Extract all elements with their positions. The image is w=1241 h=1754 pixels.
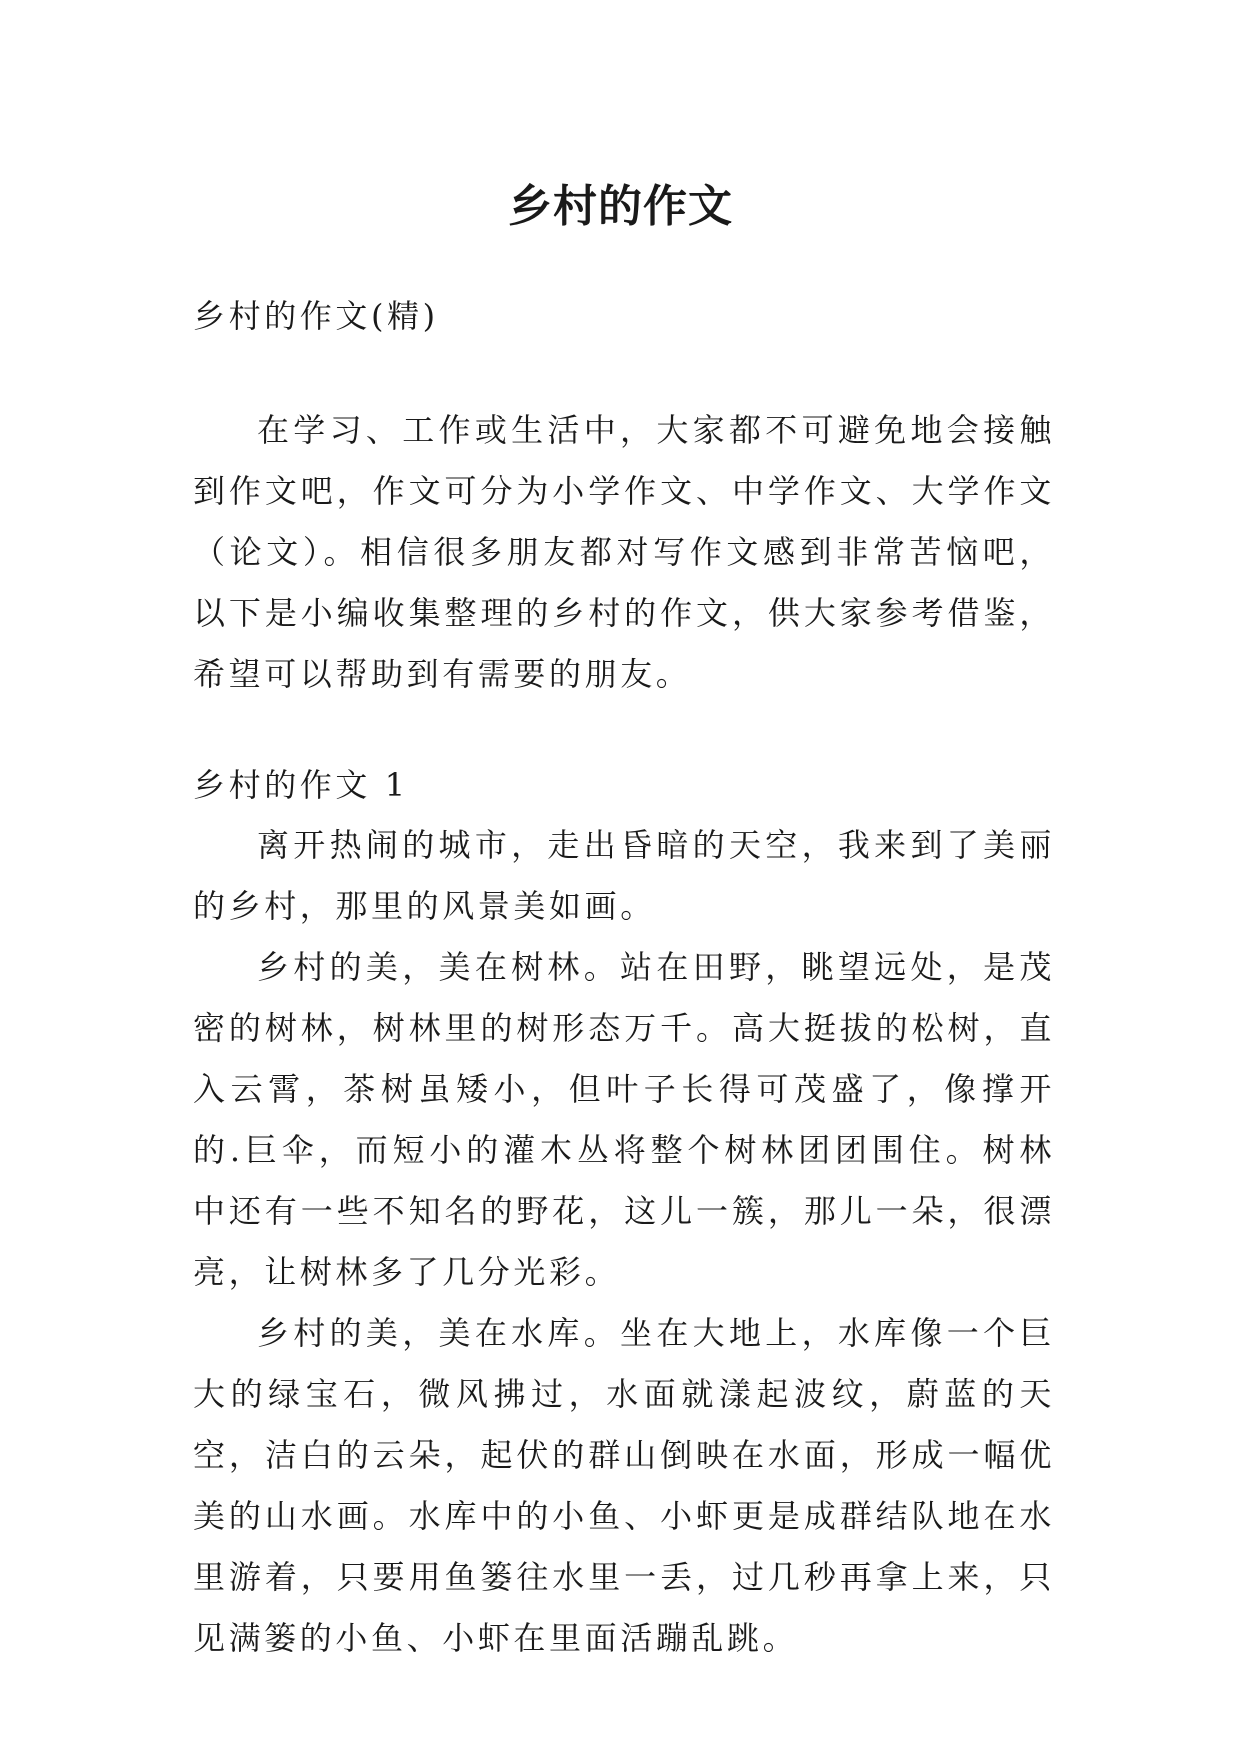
body-paragraph-1: 离开热闹的城市，走出昏暗的天空，我来到了美丽的乡村，那里的风景美如画。 xyxy=(193,826,1055,925)
document-subtitle: 乡村的作文(精) xyxy=(193,297,439,335)
body-paragraph-3: 乡村的美，美在水库。坐在大地上，水库像一个巨大的绿宝石，微风拂过，水面就漾起波纹，蔚蓝的天空，洁白的云朵，起伏的群山倒映在水面，形成一幅优美的山水画。水库中的小鱼、小虾更是成群结队地在水里游着，只要用鱼篓往水里一丢，过几秒再拿上来，只见满篓的小鱼、小虾在里面活蹦乱跳。 xyxy=(193,1314,1055,1657)
document-title: 乡村的作文 xyxy=(508,181,733,233)
section-heading: 乡村的作文 1 xyxy=(193,766,409,804)
intro-section xyxy=(193,400,1055,705)
section-body xyxy=(193,815,1055,1669)
intro-paragraph: 在学习、工作或生活中，大家都不可避免地会接触到作文吧，作文可分为小学作文、中学作文、大学作文（论文）。相信很多朋友都对写作文感到非常苦恼吧，以下是小编收集整理的乡村的作文，供大家参考借鉴，希望可以帮助到有需要的朋友。 xyxy=(193,411,1055,693)
body-paragraph-2: 乡村的美，美在树林。站在田野，眺望远处，是茂密的树林，树林里的树形态万千。高大挺拔的松树，直入云霄，茶树虽矮小，但叶子长得可茂盛了，像撑开的.巨伞，而短小的灌木丛将整个树林团团围住。树林中还有一些不知名的野花，这儿一簇，那儿一朵，很漂亮，让树林多了几分光彩。 xyxy=(193,948,1055,1291)
